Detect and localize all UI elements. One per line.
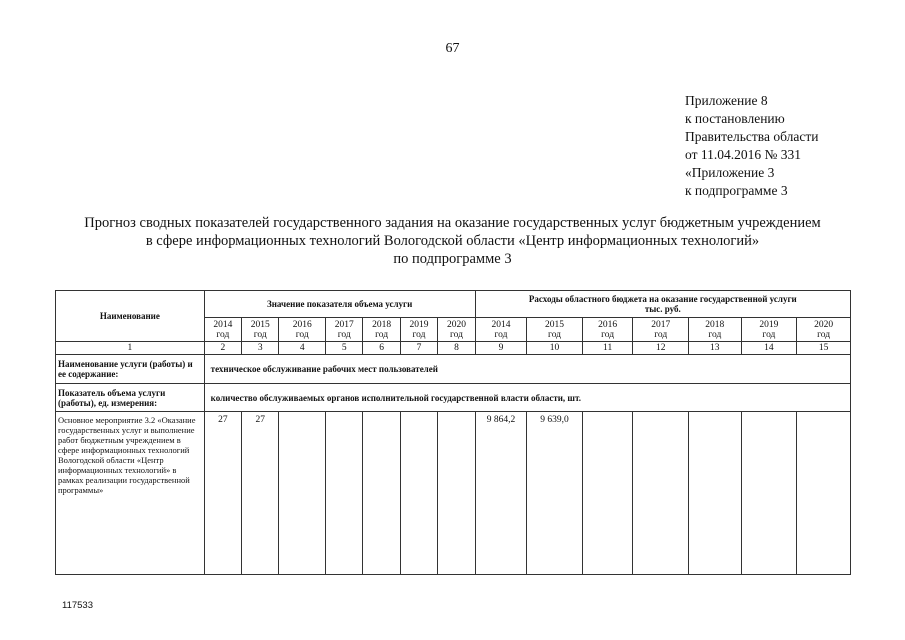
volume-value-2014: 27 [204, 412, 241, 575]
document-title [0, 214, 905, 268]
column-numbers-row [56, 342, 851, 355]
page-number: 67 [445, 41, 460, 56]
appendix-line: к подпрограмме 3 [685, 183, 788, 198]
year-header: 2015 год [242, 318, 279, 342]
title-line: в сфере информационных технологий Вологодской области «Центр информационных технологий» [145, 233, 760, 249]
volume-value-2016 [279, 412, 326, 575]
column-number: 9 [475, 342, 527, 355]
column-number: 15 [797, 342, 851, 355]
column-number: 4 [279, 342, 326, 355]
year-header: 2019 год [741, 318, 797, 342]
service-name-value: техническое обслуживание рабочих мест пользователей [204, 355, 850, 384]
column-number: 3 [242, 342, 279, 355]
indicators-table [55, 290, 851, 575]
appendix-line: к постановлению [685, 111, 785, 126]
year-header: 2018 год [689, 318, 742, 342]
column-number: 13 [689, 342, 742, 355]
header-row [56, 291, 851, 318]
budget-value-2020 [797, 412, 851, 575]
year-header: 2016 год [582, 318, 633, 342]
budget-header-unit: тыс. руб. [644, 304, 681, 314]
title-line: Прогноз сводных показателей государственного задания на оказание государственных услуг бюджетным учреждением [84, 215, 821, 231]
activity-description: Основное мероприятие 3.2 «Оказание государственных услуг и выполнение работ бюджетным учреждением в сфере информационных технологий Вологодской области «Центр информационных технологий» в рамках реализации государственной программы» [56, 412, 205, 575]
column-number: 8 [438, 342, 475, 355]
appendix-line: Приложение 8 [685, 93, 768, 108]
volume-value-2018 [363, 412, 400, 575]
year-header: 2017 год [325, 318, 362, 342]
year-header: 2017 год [633, 318, 689, 342]
appendix-line: «Приложение 3 [685, 165, 775, 180]
budget-value-2016 [582, 412, 633, 575]
column-number: 1 [56, 342, 205, 355]
year-header: 2014 год [204, 318, 241, 342]
year-header: 2016 год [279, 318, 326, 342]
year-header: 2014 год [475, 318, 527, 342]
volume-value-2020 [438, 412, 475, 575]
budget-group-header [475, 291, 850, 318]
column-number: 7 [400, 342, 437, 355]
indicator-row [56, 384, 851, 412]
column-number: 2 [204, 342, 241, 355]
data-row [56, 412, 851, 575]
column-number: 5 [325, 342, 362, 355]
volume-value-2019 [400, 412, 437, 575]
volume-group-header: Значение показателя объема услуги [204, 291, 475, 318]
indicator-value: количество обслуживаемых органов исполнительной государственной власти области, шт. [204, 384, 850, 412]
year-header: 2020 год [797, 318, 851, 342]
volume-value-2015: 27 [242, 412, 279, 575]
column-number: 11 [582, 342, 633, 355]
appendix-line: от 11.04.2016 № 331 [685, 147, 801, 162]
year-header: 2018 год [363, 318, 400, 342]
budget-value-2015: 9 639,0 [527, 412, 583, 575]
year-header: 2019 год [400, 318, 437, 342]
name-column-header: Наименование [56, 291, 205, 342]
year-header: 2020 год [438, 318, 475, 342]
appendix-line: Правительства области [685, 129, 819, 144]
budget-value-2018 [689, 412, 742, 575]
budget-value-2014: 9 864,2 [475, 412, 527, 575]
footer-code: 117533 [62, 600, 93, 611]
title-line: по подпрограмме 3 [393, 251, 512, 267]
budget-value-2017 [633, 412, 689, 575]
year-header: 2015 год [527, 318, 583, 342]
column-number: 12 [633, 342, 689, 355]
column-number: 14 [741, 342, 797, 355]
column-number: 6 [363, 342, 400, 355]
budget-value-2019 [741, 412, 797, 575]
service-name-row [56, 355, 851, 384]
appendix-block [685, 92, 818, 200]
indicator-label: Показатель объема услуги (работы), ед. измерения: [56, 384, 205, 412]
service-name-label: Наименование услуги (работы) и ее содержание: [56, 355, 205, 384]
budget-header-line: Расходы областного бюджета на оказание государственной услуги [528, 294, 797, 304]
volume-value-2017 [325, 412, 362, 575]
column-number: 10 [527, 342, 583, 355]
